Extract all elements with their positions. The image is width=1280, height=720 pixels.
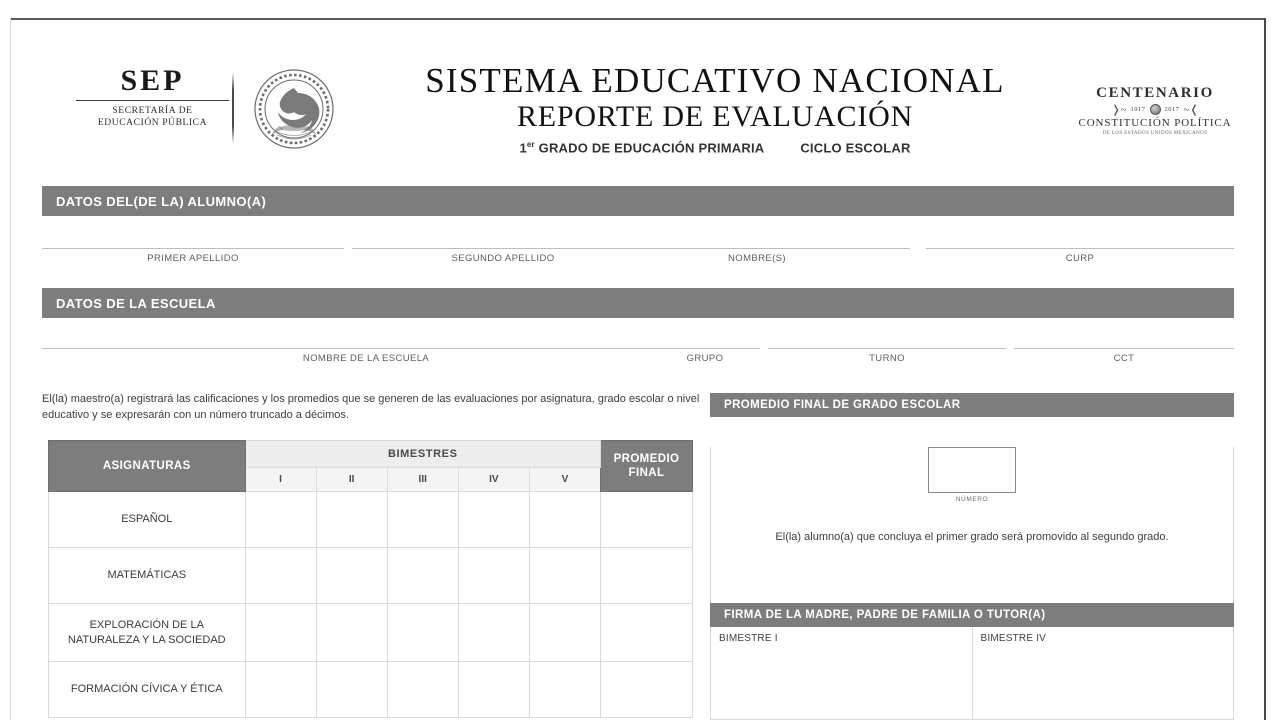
final-average-cell[interactable]: [600, 604, 692, 662]
final-average-input-box[interactable]: [928, 447, 1016, 493]
header-bimestre-5: V: [529, 468, 600, 492]
field-curp[interactable]: [926, 248, 1234, 264]
signature-panel-bar: [710, 603, 1234, 627]
grade-cell[interactable]: [458, 662, 529, 718]
centenario-constitution: CONSTITUCIÓN POLÍTICA: [1078, 117, 1232, 129]
final-average-box-caption: NÚMERO: [955, 496, 989, 503]
grade-cell[interactable]: [245, 662, 316, 718]
grade-cell[interactable]: [529, 548, 600, 604]
signature-grid: [711, 627, 1233, 719]
final-average-cell[interactable]: [600, 548, 692, 604]
grade-cell[interactable]: [316, 548, 387, 604]
sep-subtitle-line2: EDUCACIÓN PÚBLICA: [97, 118, 208, 129]
centenario-subtitle: DE LOS ESTADOS UNIDOS MEXICANOS: [1102, 130, 1208, 136]
grade-cell[interactable]: [316, 662, 387, 718]
field-label: GRUPO: [686, 353, 724, 364]
document-subtitle: REPORTE DE EVALUACIÓN: [516, 99, 914, 133]
signature-panel-label: FIRMA DE LA MADRE, PADRE DE FAMILIA O TUTOR(A): [724, 609, 1046, 621]
school-data-section-label: DATOS DE LA ESCUELA: [56, 295, 216, 311]
grade-cell[interactable]: [458, 492, 529, 548]
subject-label: ESPAÑOL: [49, 492, 246, 548]
field-nombre-escuela[interactable]: [42, 348, 690, 364]
grade-cell[interactable]: [316, 492, 387, 548]
centenario-year-right: 2017: [1164, 106, 1180, 113]
field-label: CURP: [1065, 253, 1095, 264]
centenario-title: CENTENARIO: [1096, 85, 1214, 101]
final-average-panel: [710, 393, 1234, 614]
field-label: NOMBRE(S): [728, 253, 786, 264]
mexican-coat-of-arms-seal-icon: [253, 68, 335, 150]
signature-panel-body: [710, 627, 1234, 720]
final-average-cell[interactable]: [600, 662, 692, 718]
flourish-right-icon: ~❬: [1183, 104, 1199, 116]
grades-table-body: [49, 492, 693, 718]
subject-label: FORMACIÓN CÍVICA Y ÉTICA: [49, 662, 246, 718]
header-bimestre-3: III: [387, 468, 458, 492]
final-average-panel-label: PROMEDIO FINAL DE GRADO ESCOLAR: [724, 399, 961, 411]
instruction-paragraph: El(la) maestro(a) registrará las calificaciones y los promedios que se generen de las evaluaciones por asignatura, grado escolar o nivel educativo y se expresarán con un número truncado a décimos.: [42, 393, 700, 421]
grade-cell[interactable]: [387, 492, 458, 548]
centenario-logo: [1070, 85, 1240, 136]
sep-logo: [70, 65, 235, 130]
signature-cell-bimestre-1[interactable]: BIMESTRE I: [719, 633, 778, 644]
field-underline: [42, 248, 344, 249]
table-row: [49, 548, 693, 604]
page-frame-right-border: [1264, 18, 1266, 720]
field-label: CCT: [1113, 353, 1135, 364]
grade-cell[interactable]: [529, 492, 600, 548]
field-underline: [604, 248, 910, 249]
grade-text: GRADO DE EDUCACIÓN PRIMARIA: [534, 140, 765, 156]
grades-table-header-row-1: [49, 441, 693, 468]
document-header: [10, 40, 1264, 170]
grades-table: [48, 440, 693, 718]
final-average-cell[interactable]: [600, 492, 692, 548]
grade-cell[interactable]: [458, 548, 529, 604]
field-label: NOMBRE DE LA ESCUELA: [302, 353, 430, 364]
grade-cell[interactable]: [245, 548, 316, 604]
field-label: TURNO: [869, 353, 905, 364]
sep-subtitle-line1: SECRETARÍA DE: [112, 105, 193, 116]
header-bimestre-1: I: [245, 468, 316, 492]
centenario-ornament: [1070, 103, 1240, 116]
signature-cell-bimestre-4[interactable]: BIMESTRE IV: [972, 627, 1234, 719]
field-label: SEGUNDO APELLIDO: [451, 253, 555, 264]
field-underline: [768, 348, 1006, 349]
table-row: [49, 492, 693, 548]
field-turno[interactable]: [768, 348, 1006, 364]
grade-ordinal-suffix: er: [526, 140, 535, 150]
field-underline: [1014, 348, 1234, 349]
field-grupo[interactable]: [650, 348, 760, 364]
document-title: SISTEMA EDUCATIVO NACIONAL: [425, 61, 1005, 100]
header-vertical-divider: [232, 72, 234, 144]
grade-cell[interactable]: [245, 492, 316, 548]
header-bimestre-2: II: [316, 468, 387, 492]
final-average-panel-bar: [710, 393, 1234, 417]
grade-cell[interactable]: [387, 662, 458, 718]
title-block: [370, 62, 1060, 156]
centenario-year-left: 1917: [1130, 106, 1146, 113]
field-nombres[interactable]: [604, 248, 910, 264]
cycle-label: CICLO ESCOLAR: [800, 140, 911, 156]
grade-and-cycle-line: [370, 140, 1060, 155]
header-bimestres: BIMESTRES: [245, 441, 600, 468]
final-average-panel-body: [710, 447, 1234, 614]
grade-cell[interactable]: [245, 604, 316, 662]
sep-divider-rule: [76, 100, 229, 101]
signature-panel: [710, 603, 1234, 720]
flourish-left-icon: ❭~: [1111, 104, 1127, 116]
student-data-section-bar: [42, 186, 1234, 216]
header-bimestre-4: IV: [458, 468, 529, 492]
subject-label: EXPLORACIÓN DE LA NATURALEZA Y LA SOCIEDAD: [49, 604, 246, 662]
table-row: [49, 662, 693, 718]
grade-cell[interactable]: [458, 604, 529, 662]
grade-cell[interactable]: [529, 604, 600, 662]
grade-cell[interactable]: [387, 548, 458, 604]
student-data-section-label: DATOS DEL(DE LA) ALUMNO(A): [56, 193, 267, 209]
page-frame-top-border: [10, 18, 1266, 20]
header-promedio-final: PROMEDIO FINAL: [600, 441, 692, 492]
field-primer-apellido[interactable]: [42, 248, 344, 264]
field-cct[interactable]: [1014, 348, 1234, 364]
field-underline: [926, 248, 1234, 249]
centenario-medal-icon: [1150, 104, 1161, 115]
header-asignaturas: ASIGNATURAS: [49, 441, 246, 492]
promotion-note: El(la) alumno(a) que concluya el primer grado será promovido al segundo grado.: [775, 531, 1169, 543]
grade-number: 1: [519, 140, 527, 156]
grade-cell[interactable]: [529, 662, 600, 718]
field-underline: [42, 348, 690, 349]
field-label: PRIMER APELLIDO: [147, 253, 239, 264]
grade-cell[interactable]: [387, 604, 458, 662]
school-data-section-bar: [42, 288, 1234, 318]
subject-label: MATEMÁTICAS: [49, 548, 246, 604]
field-underline: [650, 348, 760, 349]
table-row: [49, 604, 693, 662]
grade-cell[interactable]: [316, 604, 387, 662]
sep-acronym: SEP: [120, 64, 185, 97]
